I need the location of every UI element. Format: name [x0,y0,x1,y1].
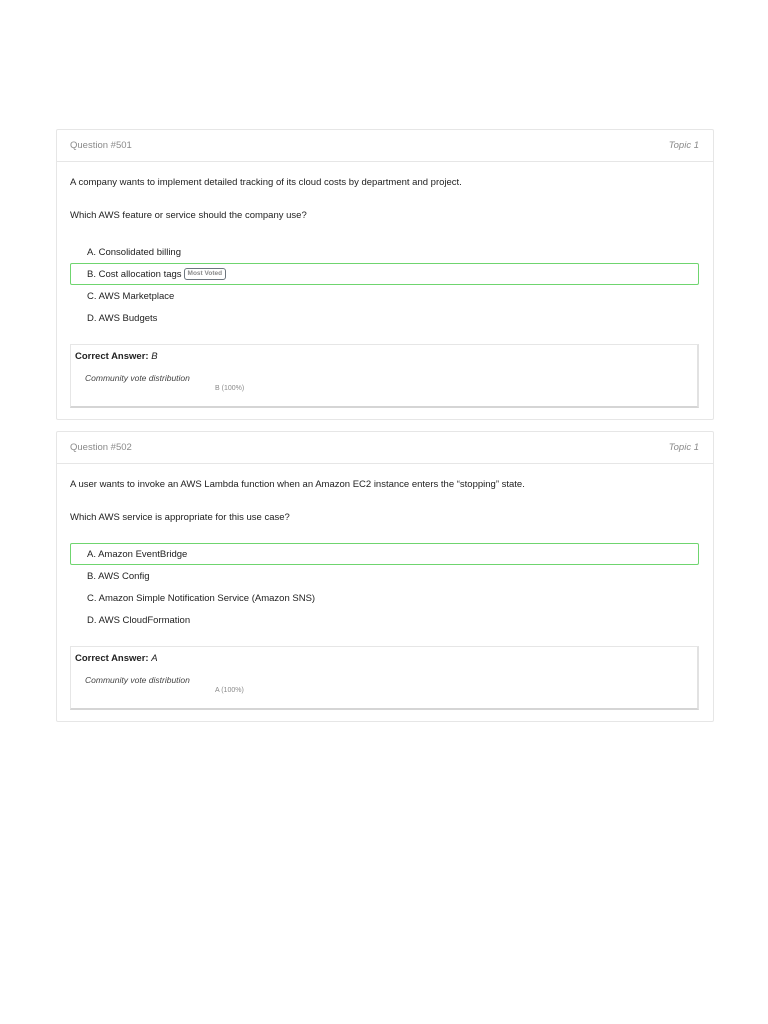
choice-label: D. AWS CloudFormation [87,614,191,626]
correct-answer-box [70,646,699,710]
most-voted-badge: Most Voted [184,268,227,280]
question-body [57,162,713,420]
vote-distribution-label: Community vote distribution [85,373,190,383]
vote-distribution-result: B (100%) [215,385,245,392]
choice-list [70,543,699,631]
correct-answer [75,653,693,664]
choice-list [70,241,699,329]
question-prompt: Which AWS feature or service should the company use? [70,210,307,221]
choice-label: B. Cost allocation tags [87,268,182,280]
choice-label: C. AWS Marketplace [87,290,175,302]
question-topic: Topic 1 [668,442,699,453]
choice-a[interactable] [70,543,699,565]
correct-answer-box [70,344,699,408]
question-number: Question #502 [70,442,132,453]
question-header [57,432,713,464]
question-header [57,130,713,162]
correct-answer [75,351,693,362]
choice-c[interactable] [70,285,699,307]
choice-label: A. Amazon EventBridge [87,548,188,560]
question-card-502 [56,431,714,722]
vote-distribution-result: A (100%) [215,687,244,694]
question-body [57,464,713,722]
choice-b[interactable] [70,263,699,285]
question-card-501 [56,129,714,420]
choice-a[interactable] [70,241,699,263]
correct-answer-value: B [151,351,158,362]
correct-answer-label: Correct Answer: [75,653,149,664]
question-number: Question #501 [70,140,132,151]
question-prompt: Which AWS service is appropriate for this use case? [70,512,290,523]
vote-distribution-label: Community vote distribution [85,675,190,685]
choice-d[interactable] [70,307,699,329]
choice-b[interactable] [70,565,699,587]
choice-c[interactable] [70,587,699,609]
choice-d[interactable] [70,609,699,631]
choice-label: B. AWS Config [87,570,150,582]
question-topic: Topic 1 [668,140,699,151]
correct-answer-label: Correct Answer: [75,351,149,362]
choice-label: C. Amazon Simple Notification Service (Amazon SNS) [87,592,316,604]
question-text: A user wants to invoke an AWS Lambda function when an Amazon EC2 instance enters the “stopping” state. [70,479,525,490]
choice-label: A. Consolidated billing [87,246,182,258]
choice-label: D. AWS Budgets [87,312,158,324]
question-text: A company wants to implement detailed tracking of its cloud costs by department and project. [70,177,462,188]
correct-answer-value: A [151,653,158,664]
